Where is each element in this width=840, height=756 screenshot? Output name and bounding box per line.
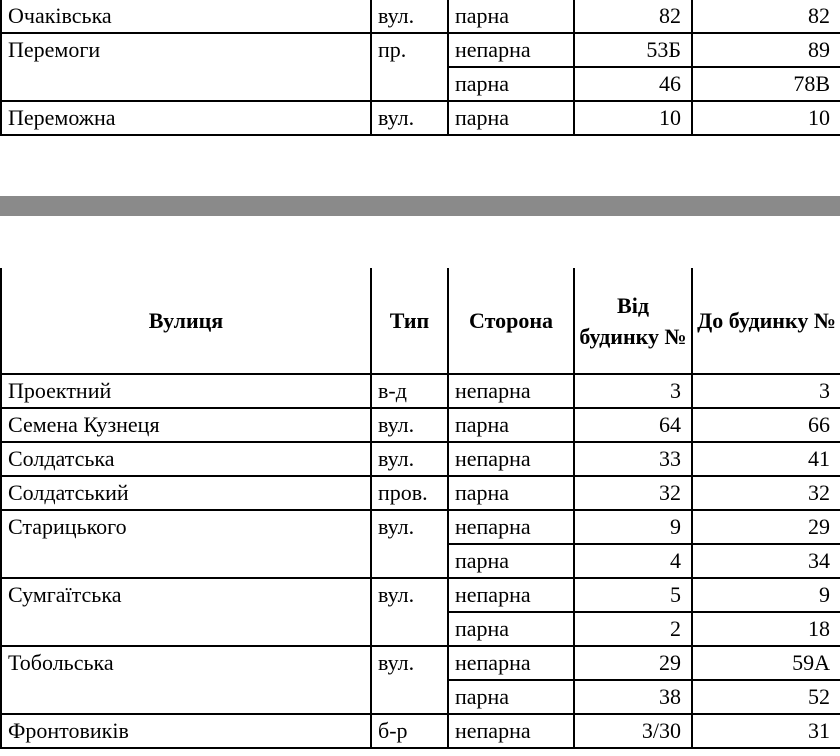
table-row — [1, 442, 840, 476]
street-cell: Солдатський — [1, 476, 371, 510]
street-cell: Проектний — [1, 374, 371, 408]
side-cell: парна — [448, 0, 574, 33]
street-cell — [1, 612, 371, 646]
from-house-cell: 33 — [574, 442, 692, 476]
header-to-house: До будинку № — [692, 268, 840, 374]
type-cell: пров. — [371, 476, 448, 510]
side-cell: непарна — [448, 442, 574, 476]
street-cell: Старицького — [1, 510, 371, 544]
street-cell: Тобольська — [1, 646, 371, 680]
page-divider — [0, 196, 840, 216]
side-cell: непарна — [448, 714, 574, 748]
side-cell: непарна — [448, 578, 574, 612]
from-house-cell: 9 — [574, 510, 692, 544]
side-cell: парна — [448, 408, 574, 442]
street-cell: Солдатська — [1, 442, 371, 476]
from-house-cell: 29 — [574, 646, 692, 680]
from-house-cell: 32 — [574, 476, 692, 510]
type-cell — [371, 544, 448, 578]
from-house-cell: 38 — [574, 680, 692, 714]
table-row — [1, 476, 840, 510]
to-house-cell: 3 — [692, 374, 840, 408]
type-cell: вул. — [371, 0, 448, 33]
to-house-cell: 18 — [692, 612, 840, 646]
to-house-cell: 82 — [692, 0, 840, 33]
type-cell: в-д — [371, 374, 448, 408]
side-cell: парна — [448, 680, 574, 714]
to-house-cell: 31 — [692, 714, 840, 748]
to-house-cell: 41 — [692, 442, 840, 476]
to-house-cell: 78В — [692, 67, 840, 101]
street-cell: Семена Кузнеця — [1, 408, 371, 442]
type-cell: вул. — [371, 510, 448, 544]
from-house-cell: 53Б — [574, 33, 692, 67]
type-cell — [371, 67, 448, 101]
side-cell: непарна — [448, 374, 574, 408]
table-row — [1, 33, 840, 67]
street-cell: Фронтовиків — [1, 714, 371, 748]
side-cell: непарна — [448, 646, 574, 680]
table-header-row — [1, 268, 840, 374]
side-cell: парна — [448, 101, 574, 135]
from-house-cell: 82 — [574, 0, 692, 33]
header-from-house: Від будинку № — [574, 268, 692, 374]
table-row — [1, 510, 840, 544]
to-house-cell: 66 — [692, 408, 840, 442]
header-street: Вулиця — [1, 268, 371, 374]
type-cell — [371, 680, 448, 714]
table-row — [1, 544, 840, 578]
side-cell: парна — [448, 476, 574, 510]
table-row — [1, 612, 840, 646]
table-row — [1, 408, 840, 442]
street-cell — [1, 680, 371, 714]
to-house-cell: 89 — [692, 33, 840, 67]
from-house-cell: 46 — [574, 67, 692, 101]
from-house-cell: 3 — [574, 374, 692, 408]
type-cell: вул. — [371, 408, 448, 442]
table-row — [1, 67, 840, 101]
table-row — [1, 374, 840, 408]
table-row — [1, 0, 840, 33]
header-type: Тип — [371, 268, 448, 374]
table-row — [1, 578, 840, 612]
from-house-cell: 2 — [574, 612, 692, 646]
bottom-streets-table — [0, 268, 840, 749]
from-house-cell: 5 — [574, 578, 692, 612]
table-row — [1, 101, 840, 135]
side-cell: парна — [448, 544, 574, 578]
type-cell: б-р — [371, 714, 448, 748]
to-house-cell: 29 — [692, 510, 840, 544]
from-house-cell: 10 — [574, 101, 692, 135]
to-house-cell: 9 — [692, 578, 840, 612]
type-cell: вул. — [371, 101, 448, 135]
table-row — [1, 646, 840, 680]
street-cell — [1, 544, 371, 578]
to-house-cell: 52 — [692, 680, 840, 714]
to-house-cell: 59А — [692, 646, 840, 680]
street-cell: Переможна — [1, 101, 371, 135]
from-house-cell: 3/30 — [574, 714, 692, 748]
street-cell: Очаківська — [1, 0, 371, 33]
side-cell: непарна — [448, 510, 574, 544]
from-house-cell: 64 — [574, 408, 692, 442]
to-house-cell: 10 — [692, 101, 840, 135]
type-cell: пр. — [371, 33, 448, 67]
street-cell: Сумгаїтська — [1, 578, 371, 612]
header-side: Сторона — [448, 268, 574, 374]
type-cell — [371, 612, 448, 646]
side-cell: парна — [448, 612, 574, 646]
table-row — [1, 680, 840, 714]
type-cell: вул. — [371, 646, 448, 680]
from-house-cell: 4 — [574, 544, 692, 578]
side-cell: парна — [448, 67, 574, 101]
top-streets-table — [0, 0, 840, 136]
to-house-cell: 32 — [692, 476, 840, 510]
street-cell — [1, 67, 371, 101]
to-house-cell: 34 — [692, 544, 840, 578]
side-cell: непарна — [448, 33, 574, 67]
type-cell: вул. — [371, 442, 448, 476]
street-cell: Перемоги — [1, 33, 371, 67]
type-cell: вул. — [371, 578, 448, 612]
table-row — [1, 714, 840, 748]
